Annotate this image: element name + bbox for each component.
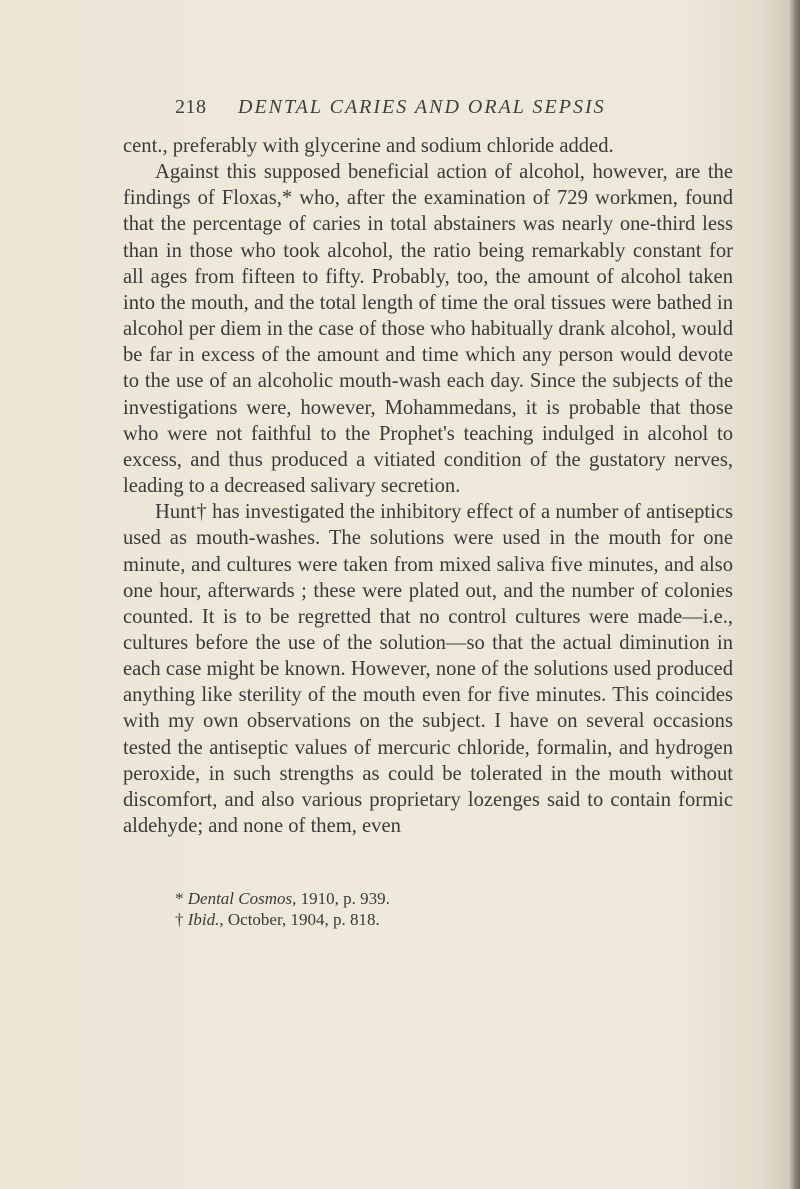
- footnote-mark: †: [175, 910, 184, 929]
- footnote-detail: 1910, p. 939.: [300, 889, 390, 908]
- page-binding-edge: [788, 0, 800, 1189]
- footnotes: [175, 888, 735, 930]
- footnote-1: [175, 888, 735, 909]
- footnote-source: Ibid.,: [187, 910, 224, 929]
- paragraph-alcohol: Against this supposed beneficial action of alcohol, however, are the findings of Floxas,* who, after the examination of 729 workmen, found that the percentage of caries in total abstainers was nearly one-third less than in those who took alcohol, the ratio being remarkably constant for all ages from fifteen to fifty. Probably, too, the amount of alcohol taken into the mouth, and the total length of time the oral tissues were bathed in alcohol per diem in the case of those who habitually drank alcohol, would be far in excess of the amount and time which any person would devote to the use of an alcoholic mouth-wash each day. Since the subjects of the investigations were, however, Mohammedans, it is probable that those who were not faithful to the Prophet's teaching indulged in alcohol to excess, and thus produced a vitiated condition of the gustatory nerves, leading to a decreased salivary secretion.: [123, 161, 733, 498]
- footnote-mark: *: [175, 889, 184, 908]
- running-title: DENTAL CARIES AND ORAL SEPSIS: [238, 96, 606, 118]
- paragraph-continuation: cent., preferably with glycerine and sodium chloride added.: [123, 135, 614, 157]
- paragraph-hunt: Hunt† has investigated the inhibitory effect of a number of antiseptics used as mouth-washes. The solutions were used in the mouth for one minute, and cultures were taken from mixed saliva five minutes, and also one hour, afterwards ; these were plated out, and the number of colonies counted. It is to be regretted that no control cultures were made—i.e., cultures before the use of the solution—so that the actual diminution in each case might be known. However, none of the solutions used produced anything like sterility of the mouth even for five minutes. This coincides with my own observations on the subject. I have on several occasions tested the antiseptic values of mercuric chloride, formalin, and hydrogen peroxide, in such strengths as could be tolerated in the mouth without discomfort, and also various proprietary lozenges said to contain formic aldehyde; and none of them, even: [123, 501, 733, 838]
- footnote-detail: October, 1904, p. 818.: [227, 910, 380, 929]
- footnote-2: [175, 909, 735, 930]
- page-number: 218: [175, 96, 207, 118]
- body-text: [123, 133, 733, 839]
- running-head: [175, 96, 735, 119]
- footnote-source: Dental Cosmos,: [187, 889, 297, 908]
